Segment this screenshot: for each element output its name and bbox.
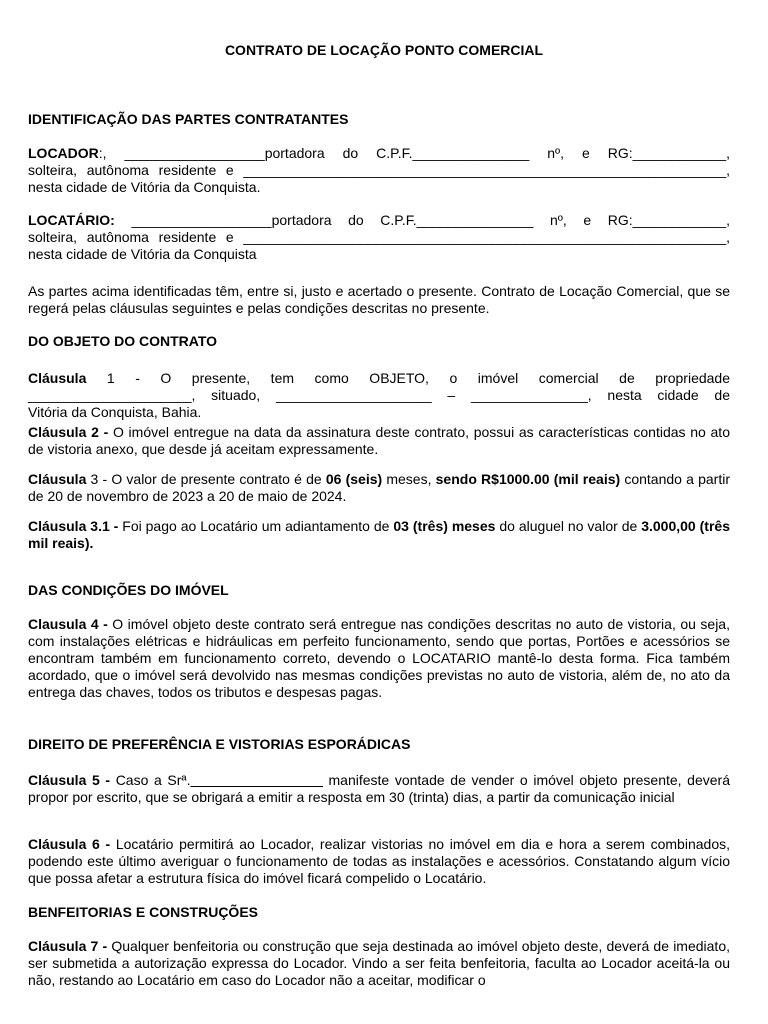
clausula-3-duration: 06 (seis) — [325, 471, 383, 487]
condicoes-heading: DAS CONDIÇÕES DO IMÓVEL — [28, 582, 229, 598]
clausula-3-1-value: 3.000,00 (três mil reais). — [28, 518, 730, 551]
clausula-1-line-1 — [28, 370, 730, 387]
clausula-1 — [28, 370, 730, 421]
clausula-1-line-2: _____________________, situado, ____________________ – _______________, nesta cidade de — [28, 387, 730, 403]
parties-intro: As partes acima identificadas têm, entre si, justo e acertado o presente. Contrato de Locação Comercial, que se regerá pelas cláusulas seguintes e pelas condições descritas no presente. — [28, 283, 730, 316]
preferencia-heading: DIREITO DE PREFERÊNCIA E VISTORIAS ESPORÁDICAS — [28, 736, 411, 752]
clausula-4-text: O imóvel objeto deste contrato será entregue nas condições descritas no auto de vistoria, ou seja, com instalações elétricas e hidráulicas em perfeito funcionamento, sendo que portas, Portões e acessórios se encontram também em funcionamento correto, devendo o LOCATARIO mantê-lo desta forma. Fica também acordado, que o imóvel será devolvido nas mesmas condições previstas no auto de vistoria, além de, no ato da entrega das chaves, todos os tributos e despesas pagas. — [28, 616, 730, 700]
locatario-line-2: solteira, autônoma residente e ______________________________________________________________, — [28, 229, 730, 245]
clausula-4 — [28, 616, 730, 701]
locatario-block — [28, 212, 730, 263]
clausula-3-1-text-2: do aluguel no valor de — [495, 518, 642, 534]
clausula-3-1-text-1: Foi pago ao Locatário um adiantamento de — [118, 518, 394, 534]
clausula-5-text-1: Caso a Srª. — [110, 772, 191, 788]
clausula-2-label: Cláusula 2 - — [28, 424, 109, 440]
locador-line-2: solteira, autônoma residente e ______________________________________________________________, — [28, 162, 730, 178]
clausula-1-line-3: Vitória da Conquista, Bahia. — [28, 404, 202, 420]
document-title: CONTRATO DE LOCAÇÃO PONTO COMERCIAL — [224, 42, 544, 58]
clausula-1-label: Cláusula — [28, 370, 87, 386]
clausula-7-text: Qualquer benfeitoria ou construção que seja destinada ao imóvel objeto deste, deverá de imediato, ser submetida a autorização expressa do Locador. Vindo a ser feita benfeitoria, faculta ao Locador aceitá-la ou não, restando ao Locatário em caso do Locador não a aceitar, modificar o — [28, 938, 730, 988]
clausula-4-label: Clausula 4 - — [28, 616, 108, 632]
clausula-1-line-1-text: 1 - O presente, tem como OBJETO, o imóvel comercial de propriedade — [86, 370, 730, 386]
clausula-2-text: O imóvel entregue na data da assinatura deste contrato, possui as características contidas no ato de vistoria anexo, que desde já aceitam expressamente. — [28, 424, 730, 457]
locatario-label: LOCATÁRIO: — [28, 212, 115, 228]
locatario-line-1-text: __________________portadora do C.P.F._______________ nº, e RG:____________, — [114, 212, 730, 228]
locador-label: LOCADOR — [28, 145, 99, 161]
clausula-3 — [28, 471, 730, 505]
locatario-line-3: nesta cidade de Vitória da Conquista — [28, 246, 257, 262]
objeto-heading: DO OBJETO DO CONTRATO — [28, 333, 218, 349]
locador-line-3: nesta cidade de Vitória da Conquista. — [28, 179, 261, 195]
clausula-7-label: Cláusula 7 - — [28, 938, 108, 954]
clausula-3-text-2: meses, — [382, 471, 436, 487]
clausula-3-text-3: contando a partir de 20 de novembro de 2023 a 20 de maio de 2024. — [28, 471, 730, 504]
locador-block — [28, 145, 730, 196]
clausula-5-text-2: manifeste vontade de vender o imóvel objeto presente, deverá propor por escrito, que se obrigará a emitir a resposta em 30 (trinta) dias, a partir da comunicação inicial — [28, 772, 730, 805]
clausula-3-label: Cláusula — [28, 471, 87, 487]
clausula-6-label: Cláusula 6 - — [28, 836, 111, 852]
clausula-5-name-blank: _________________ — [190, 772, 323, 788]
locatario-line-1 — [28, 212, 730, 229]
clausula-3-1-label: Cláusula 3.1 - — [28, 518, 119, 534]
clausula-5 — [28, 772, 730, 806]
locador-line-1 — [28, 145, 730, 162]
clausula-3-text-1: 3 - O valor de presente contrato é de — [86, 471, 326, 487]
parties-heading: IDENTIFICAÇÃO DAS PARTES CONTRATANTES — [28, 111, 349, 127]
clausula-3-value: sendo R$1000.00 (mil reais) — [435, 471, 621, 487]
clausula-5-label: Cláusula 5 - — [28, 772, 111, 788]
benfeitorias-heading: BENFEITORIAS E CONSTRUÇÕES — [28, 904, 258, 920]
clausula-2 — [28, 424, 730, 458]
clausula-7 — [28, 938, 730, 989]
clausula-3-1-months: 03 (três) meses — [393, 518, 496, 534]
clausula-6-text: Locatário permitirá ao Locador, realizar vistorias no imóvel em dia e hora a serem combinados, podendo este último averiguar o funcionamento de todas as instalações e acessórios. Constatando algum vício que possa afetar a estrutura física do imóvel ficará compelido o Locatário. — [28, 836, 730, 886]
locador-line-1-text: :, __________________portadora do C.P.F._______________ nº, e RG:____________, — [98, 145, 730, 161]
clausula-3-1 — [28, 518, 730, 552]
clausula-6 — [28, 836, 730, 887]
